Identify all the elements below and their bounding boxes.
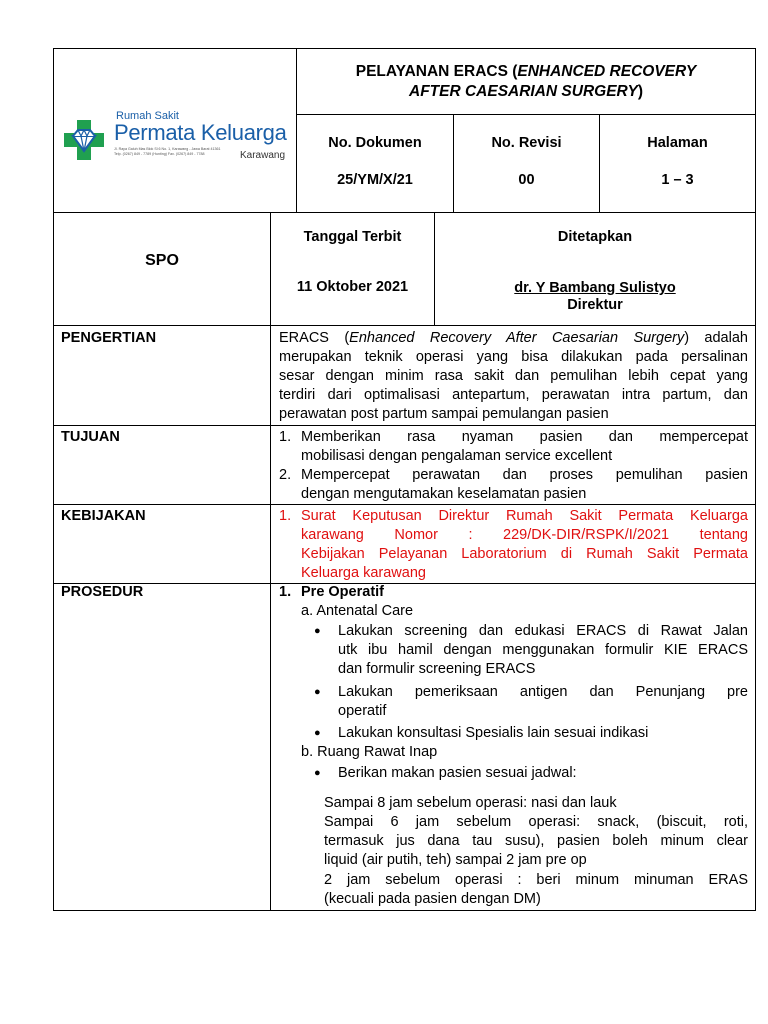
- no-revisi-value: 00: [518, 172, 535, 188]
- bullet-icon: ●: [314, 625, 321, 637]
- tujuan-label: TUJUAN: [61, 429, 120, 445]
- prosedur-label: PROSEDUR: [61, 584, 144, 600]
- logo-prefix: Rumah Sakit: [116, 110, 179, 122]
- tanggal-terbit-label: Tanggal Terbit: [303, 229, 402, 245]
- bullet-icon: ●: [314, 686, 321, 698]
- logo-name: Permata Keluarga: [114, 120, 287, 145]
- ditetapkan-label: Ditetapkan: [557, 229, 633, 245]
- logo-address-1: Jl. Raya Galuh Mas Blok Sl 6 No. 1, Karawang - Jawa Barat 41361: [114, 147, 221, 151]
- antenatal-care-heading: a. Antenatal Care: [301, 603, 414, 619]
- bullet-icon: ●: [314, 767, 321, 779]
- tanggal-terbit-value: 11 Oktober 2021: [296, 279, 409, 295]
- document-title: PELAYANAN ERACS (ENHANCED RECOVERY AFTER CAESARIAN SURGERY): [355, 63, 697, 100]
- prosedur-step-title: Pre Operatif: [301, 584, 384, 600]
- no-dokumen-label: No. Dokumen: [328, 135, 422, 151]
- ruang-rawat-inap-heading: b. Ruang Rawat Inap: [301, 744, 438, 760]
- logo-address-2: Telp. (0267) 849 - 7789 (Hunting) Fax. (0267) 849 - 7788: [114, 152, 205, 156]
- halaman-label: Halaman: [647, 135, 708, 151]
- logo-city: Karawang: [240, 150, 286, 161]
- halaman-value: 1 – 3: [661, 172, 694, 188]
- logo-emblem-icon: [60, 116, 108, 164]
- no-revisi-label: No. Revisi: [491, 135, 562, 151]
- signer-title: Direktur: [567, 297, 623, 313]
- bullet-icon: ●: [314, 727, 321, 739]
- spo-label: SPO: [145, 252, 179, 269]
- hospital-logo: [58, 110, 292, 170]
- pengertian-label: PENGERTIAN: [61, 330, 157, 346]
- prosedur-step-number: 1.: [279, 584, 292, 600]
- signer-name: dr. Y Bambang Sulistyo: [514, 280, 676, 296]
- kebijakan-label: KEBIJAKAN: [61, 508, 146, 524]
- no-dokumen-value: 25/YM/X/21: [337, 172, 413, 188]
